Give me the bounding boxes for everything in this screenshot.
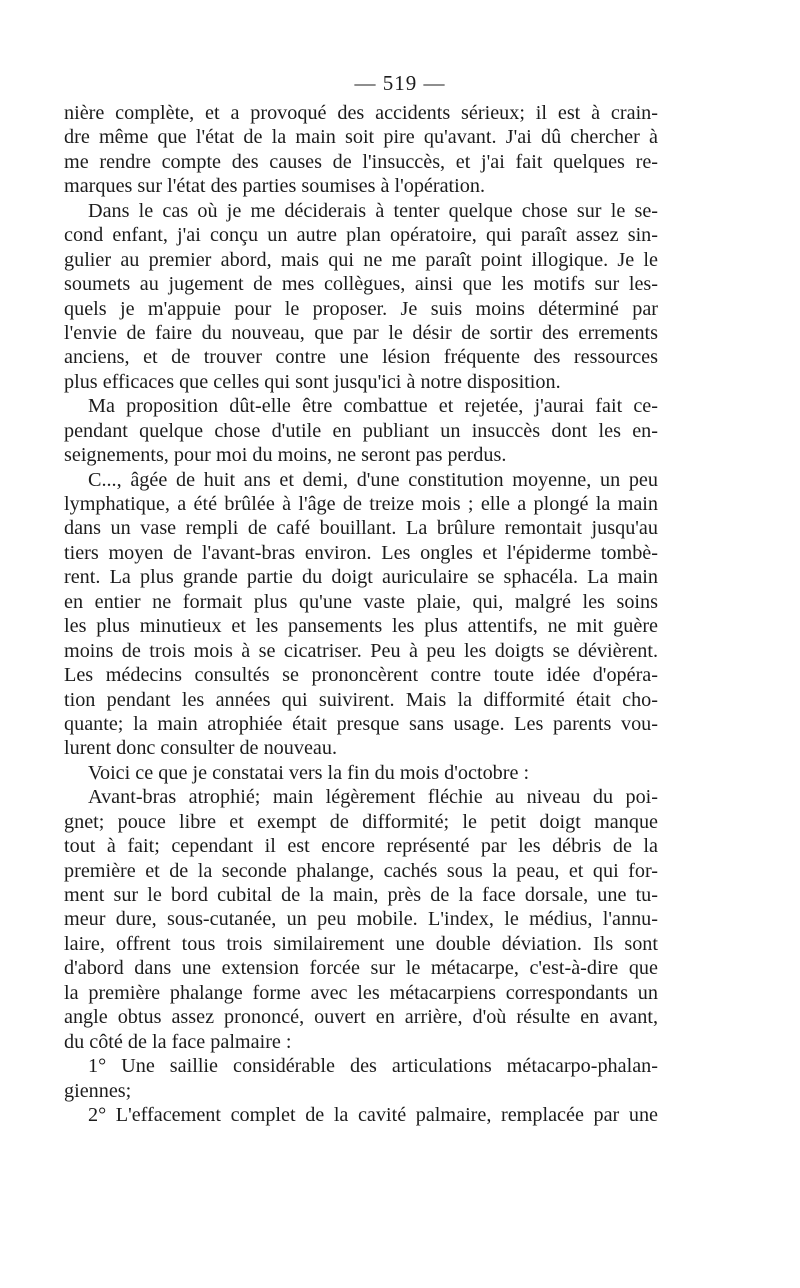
text-line: la première phalange forme avec les métacarpiens correspondants un xyxy=(64,981,658,1004)
text-line: soumets au jugement de mes collègues, ainsi que les motifs sur les- xyxy=(64,273,658,296)
text-line: giennes; xyxy=(64,1079,132,1102)
text-line: seignements, pour moi du moins, ne seront pas perdus. xyxy=(64,444,507,467)
text-line: gnet; pouce libre et exempt de difformité; le petit doigt manque xyxy=(64,810,658,833)
text-line: Ma proposition dût-elle être combattue et rejetée, j'aurai fait ce- xyxy=(88,395,658,418)
text-line: du côté de la face palmaire : xyxy=(64,1030,292,1053)
text-line: Les médecins consultés se prononcèrent contre toute idée d'opéra- xyxy=(64,664,658,687)
text-line: dans un vase rempli de café bouillant. La brûlure remontait jusqu'au xyxy=(64,517,658,540)
text-line: moins de trois mois à se cicatriser. Peu à peu les doigts se dévièrent. xyxy=(64,639,658,662)
text-line: plus efficaces que celles qui sont jusqu'ici à notre disposition. xyxy=(64,370,561,393)
text-line: tout à fait; cependant il est encore représenté par les débris de la xyxy=(64,835,658,858)
text-line: lurent donc consulter de nouveau. xyxy=(64,737,338,760)
text-line: pendant quelque chose d'utile en publiant un insuccès dont les en- xyxy=(64,419,658,442)
text-line: me rendre compte des causes de l'insuccès, et j'ai fait quelques re- xyxy=(64,150,658,173)
text-line: tiers moyen de l'avant-bras environ. Les ongles et l'épiderme tombè- xyxy=(64,541,658,564)
text-line: 2° L'effacement complet de la cavité palmaire, remplacée par une xyxy=(88,1103,658,1126)
text-line: 1° Une saillie considérable des articulations métacarpo-phalan- xyxy=(88,1055,658,1078)
text-line: l'envie de faire du nouveau, que par le désir de sortir des errements xyxy=(64,321,658,344)
text-line: angle obtus assez prononcé, ouvert en arrière, d'où résulte en avant, xyxy=(64,1006,658,1029)
body-text xyxy=(64,101,658,1127)
page-number: — 519 — xyxy=(354,71,446,95)
text-line: d'abord dans une extension forcée sur le métacarpe, c'est-à-dire que xyxy=(64,957,658,980)
text-line: meur dure, sous-cutanée, un peu mobile. L'index, le médius, l'annu- xyxy=(64,908,658,931)
text-line: cond enfant, j'ai conçu un autre plan opératoire, qui paraît assez sin- xyxy=(64,224,658,247)
text-line: nière complète, et a provoqué des accidents sérieux; il est à crain- xyxy=(64,102,658,124)
text-line: Dans le cas où je me déciderais à tenter quelque chose sur le se- xyxy=(88,199,658,222)
text-line: anciens, et de trouver contre une lésion fréquente des ressources xyxy=(64,346,658,369)
text-line: C..., âgée de huit ans et demi, d'une constitution moyenne, un peu xyxy=(88,468,658,491)
text-line: Voici ce que je constatai vers la fin du mois d'octobre : xyxy=(88,761,530,784)
text-line: tion pendant les années qui suivirent. Mais la difformité était cho- xyxy=(64,688,658,711)
text-line: ment sur le bord cubital de la main, près de la face dorsale, une tu- xyxy=(64,884,658,906)
text-line: rent. La plus grande partie du doigt auriculaire se sphacéla. La main xyxy=(64,566,658,589)
text-line: en entier ne formait plus qu'une vaste plaie, qui, malgré les soins xyxy=(64,590,658,613)
text-line: laire, offrent tous trois similairement une double déviation. Ils sont xyxy=(64,932,658,955)
text-line: Avant-bras atrophié; main légèrement fléchie au niveau du poi- xyxy=(88,786,658,809)
text-line: première et de la seconde phalange, cachés sous la peau, et qui for- xyxy=(64,859,658,882)
text-line: quante; la main atrophiée était presque sans usage. Les parents vou- xyxy=(64,712,658,735)
text-line: marques sur l'état des parties soumises à l'opération. xyxy=(64,175,486,198)
text-line: les plus minutieux et les pansements les plus attentifs, ne mit guère xyxy=(64,615,658,638)
text-line: gulier au premier abord, mais qui ne me paraît point illogique. Je le xyxy=(64,248,658,271)
text-line: quels je m'appuie pour le proposer. Je suis moins déterminé par xyxy=(64,297,658,320)
text-line: dre même que l'état de la main soit pire qu'avant. J'ai dû chercher à xyxy=(64,126,658,149)
text-line: lymphatique, a été brûlée à l'âge de treize mois ; elle a plongé la main xyxy=(64,493,658,515)
